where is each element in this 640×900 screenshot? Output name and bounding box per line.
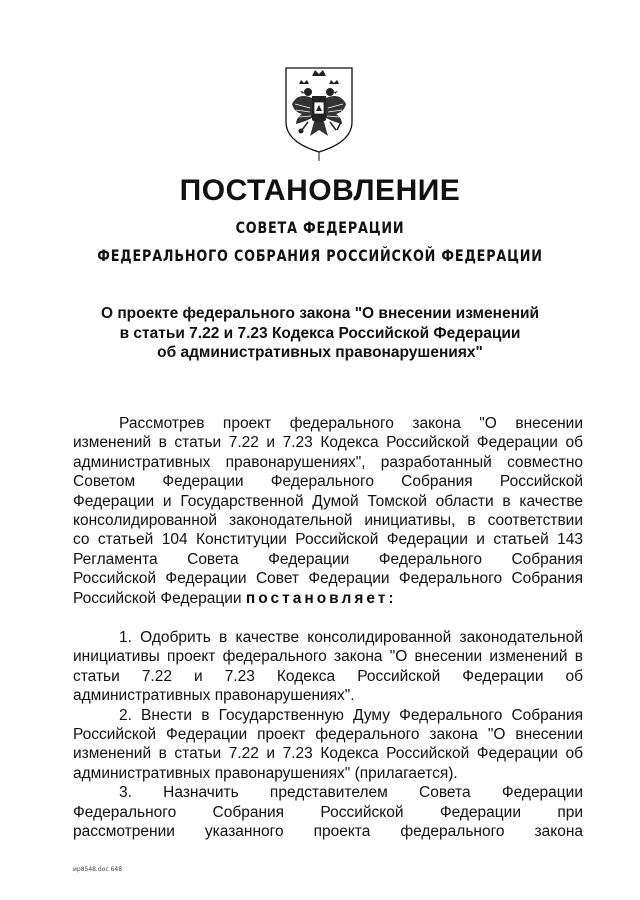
item-1-line: инициативы проект федерального закона "О внесении изменений в — [73, 648, 583, 666]
document-file-code: ир8548.doc 648 — [73, 866, 123, 873]
paragraph-line: консолидированной законодательной инициативы, в соответствии — [73, 511, 583, 529]
item-3-line: 3. Назначить представителем Совета Федерации — [119, 784, 583, 802]
document-type-title: ПОСТАНОВЛЕНИЕ — [179, 174, 461, 207]
state-emblem — [272, 62, 366, 162]
preamble-paragraph — [73, 414, 583, 608]
paragraph-line: Регламента Совета Федерации Федерального Собрания — [73, 550, 583, 568]
item-3-line: рассмотрении указанного проекта федерального закона — [73, 822, 583, 840]
item-2-line: административных правонарушениях" (прилагается). — [73, 764, 458, 782]
paragraph-line: со статьей 104 Конституции Российской Федерации и статьей 143 — [73, 531, 583, 549]
paragraph-line: изменений в статьи 7.22 и 7.23 Кодекса Российской Федерации об — [73, 434, 583, 452]
paragraph-line: Рассмотрев проект федерального закона "О внесении — [119, 415, 583, 432]
paragraph-line: Советом Федерации Федерального Собрания Российской — [73, 473, 583, 491]
paragraph-line: Российской Федерации — [73, 589, 242, 607]
item-2-line: 2. Внести в Государственную Думу Федерального Собрания — [119, 706, 583, 724]
subject-line: О проекте федерального закона "О внесении изменений — [100, 305, 540, 322]
item-1-line: 1. Одобрить в качестве консолидированной законодательной — [119, 629, 583, 646]
subject-line: в статьи 7.22 и 7.23 Кодекса Российской Федерации — [119, 324, 521, 342]
double-headed-eagle-icon — [272, 62, 366, 162]
item-1-line: административных правонарушениях". — [73, 687, 355, 705]
resolves-word: постановляет: — [245, 589, 397, 607]
resolution-subject — [60, 304, 580, 363]
subject-line: об административных правонарушениях" — [157, 344, 483, 361]
paragraph-line: Российской Федерации Совет Федерации Федерального Собрания — [73, 570, 583, 588]
item-2-line: изменений в статьи 7.22 и 7.23 Кодекса Российской Федерации об — [73, 745, 583, 763]
issuing-body-line-1: СОВЕТА ФЕДЕРАЦИИ — [235, 218, 405, 237]
resolution-items — [73, 628, 583, 841]
item-3-line: Федерального Собрания Российской Федерации при — [73, 803, 583, 821]
paragraph-line: административных правонарушениях", разработанный совместно — [73, 453, 583, 471]
item-2-line: Российской Федерации проект федерального закона "О внесении — [73, 725, 583, 743]
item-1-line: статьи 7.22 и 7.23 Кодекса Российской Федерации об — [73, 667, 583, 685]
issuing-body-line-2: ФЕДЕРАЛЬНОГО СОБРАНИЯ РОССИЙСКОЙ ФЕДЕРАЦИИ — [97, 246, 543, 265]
paragraph-line: Федерации и Государственной Думой Томской области в качестве — [73, 492, 583, 510]
paragraph-line-final — [73, 589, 583, 608]
